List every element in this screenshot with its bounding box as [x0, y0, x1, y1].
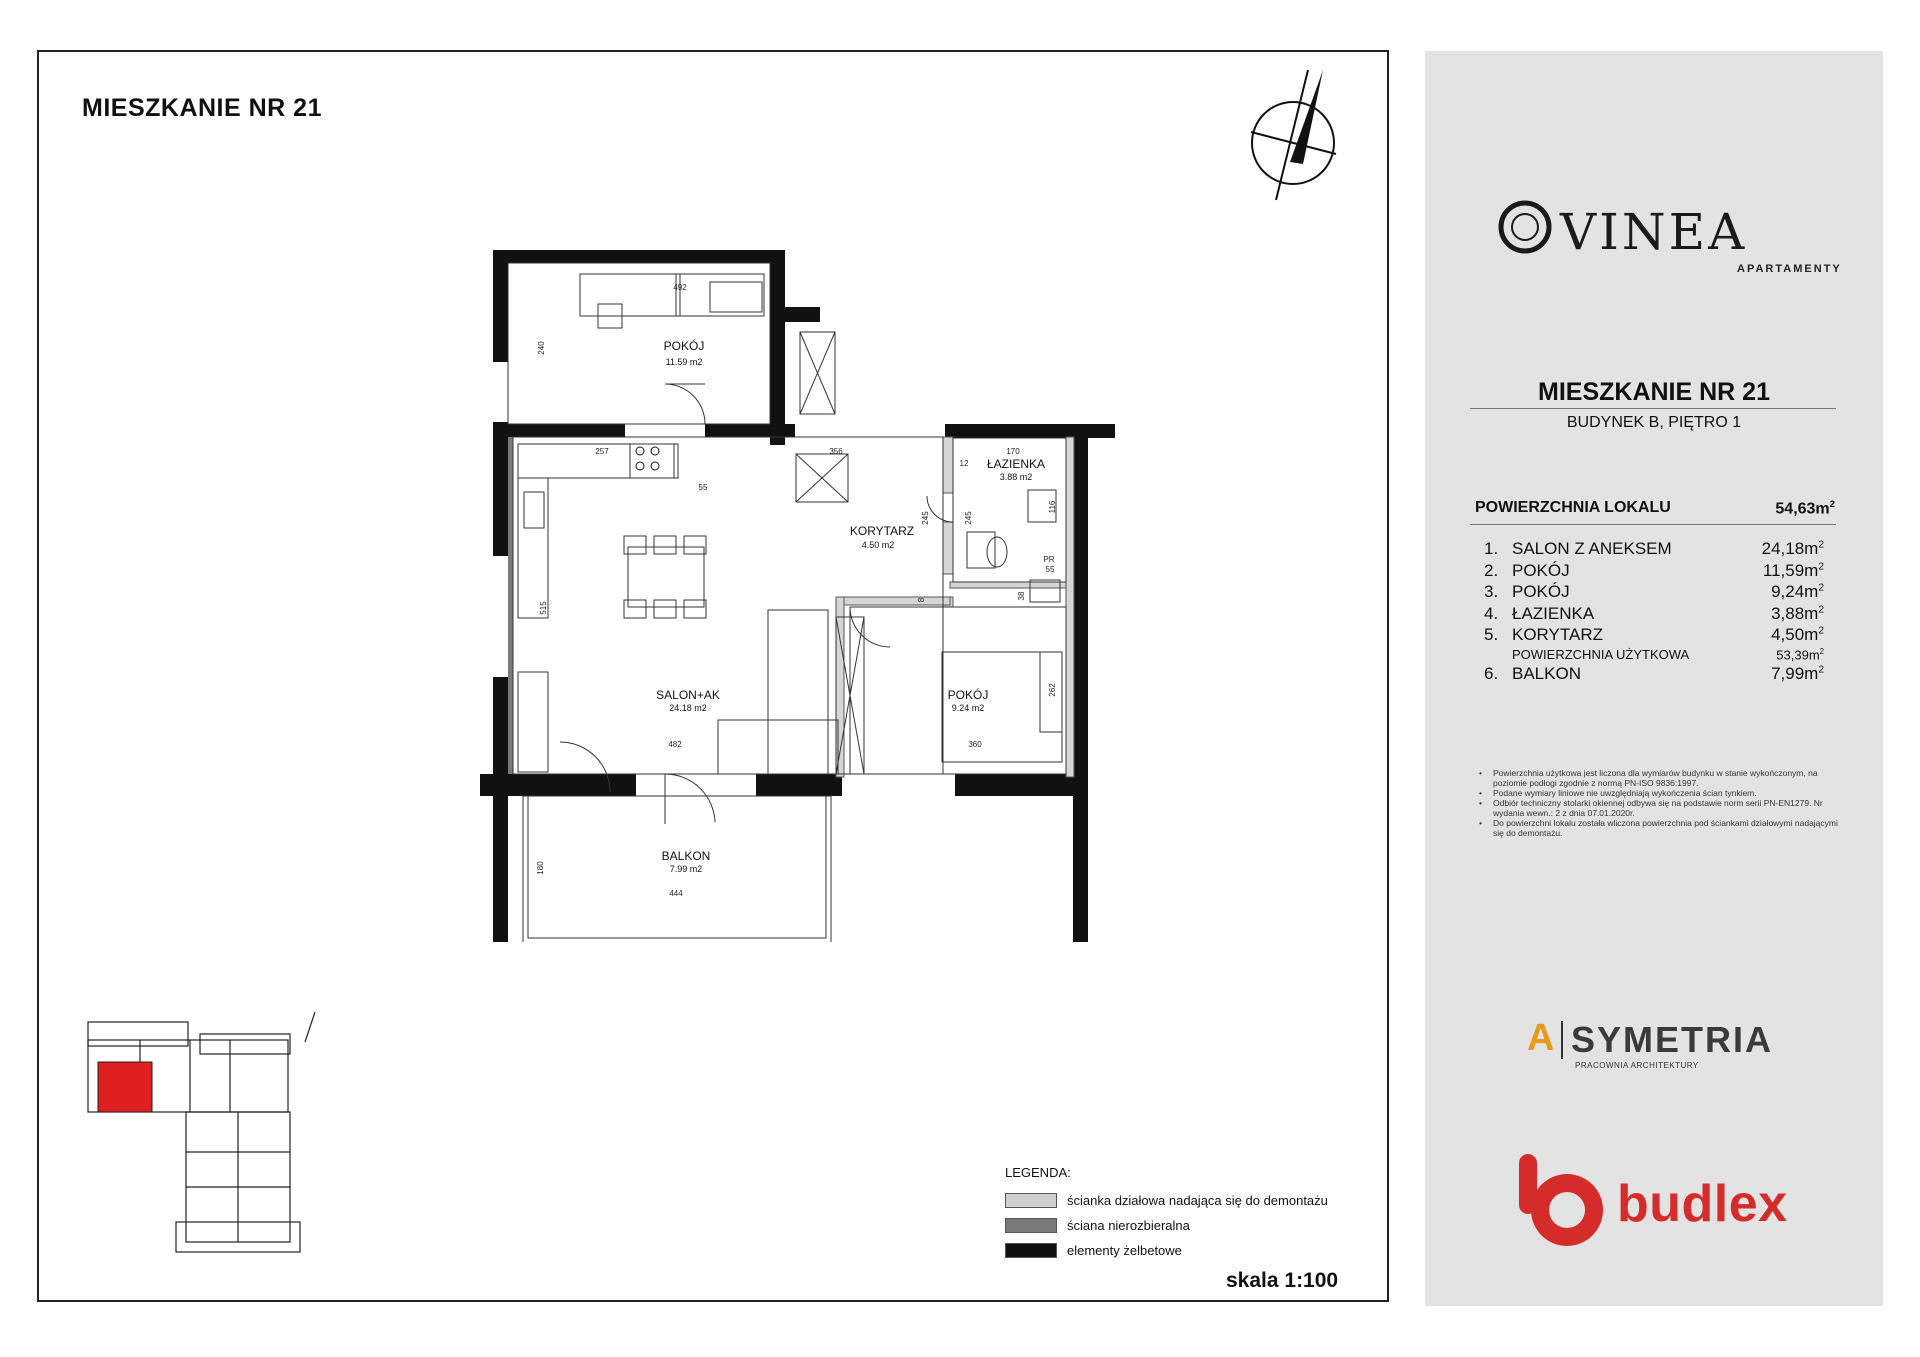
room-row: 4. ŁAZIENKA $3,88m^2$	[1484, 603, 1824, 623]
room-row: 3. POKÓJ $9,24m^2$	[1484, 582, 1824, 601]
room-row: 1. SALON Z ANEKSEM $24,18m^2$	[1484, 539, 1824, 558]
svg-text:170: 170	[1006, 447, 1020, 456]
svg-text:7.99 m2: 7.99 m2	[669, 864, 703, 874]
svg-text:257: 257	[595, 447, 609, 456]
svg-text:11.59 m2: 11.59 m2	[665, 357, 703, 367]
svg-text:8: 8	[917, 597, 926, 603]
scale-label: skala 1:100	[1226, 1269, 1339, 1292]
room-row: 5. KORYTARZ $4,50m^2$	[1484, 625, 1824, 644]
room-label: POKÓJ	[663, 339, 705, 353]
svg-text:PR: PR	[1043, 555, 1055, 564]
floor-plan	[440, 222, 1140, 942]
svg-text:3.88 m2: 3.88 m2	[999, 472, 1033, 482]
svg-text:492: 492	[673, 283, 687, 292]
svg-text:9.24 m2: 9.24 m2	[951, 703, 985, 713]
svg-text:116: 116	[1048, 500, 1057, 514]
budlex-b-icon	[1517, 1154, 1612, 1254]
info-panel: VINEA APARTAMENTY MIESZKANIE NR 21 BUDYNEK B, PIĘTRO 1 POWIERZCHNIA LOKALU $54,63m^2$ 1. SALON Z ANEKSEM $24,18m^2$ 2. POKÓJ $11,59m^2$ 3. POKÓJ $9,24m^2$ 4. ŁAZIENKA $3,88m^2$ 5. KORYTARZ $4,50m^2$ POWIERZCHNIA UŻYTKOWA $53,39m^2$ 6. BALKON $7,99m^2$ • Powierzchnia użytkowa jest liczona dla wymiarów budynku w stanie wykończonym, na poziomie podłogi zgodnie z normą PN-ISO 9836:1997. • Podane wymiary liniowe nie uwzględniają wykończenia ścian tynkiem. • Odbiór techniczny stolarki okiennej odbywa się na podstawie norm serii PN-EN1279. Nr wydania wewn.: 2 z dnia 07.01.2020r. • Do powierzchni lokalu została wliczona powierzchnia pod ściankami działowymi nadającymi się do demontażu. A SYMETRIA PRACOWNIA ARCHITEKTURY budlex	[1425, 51, 1883, 1306]
svg-text:356: 356	[829, 447, 843, 456]
svg-text:515: 515	[539, 601, 548, 615]
room-label: POKÓJ	[947, 688, 989, 702]
legend: LEGENDA: ścianka działowa nadająca się do demontażu ściana nierozbieralna elementy żelbetowe	[1005, 1165, 1328, 1263]
legend-item: ścianka działowa nadająca się do demontażu	[1005, 1188, 1328, 1213]
vinea-logo: VINEA APARTAMENTY	[1497, 199, 1553, 260]
vinea-emblem-icon	[1497, 199, 1553, 255]
north-arrow-icon	[1248, 66, 1338, 201]
svg-text:24.18 m2: 24.18 m2	[669, 703, 707, 713]
svg-text:240: 240	[537, 341, 546, 355]
footnote: • Powierzchnia użytkowa jest liczona dla wymiarów budynku w stanie wykończonym, na poziomie podłogi zgodnie z normą PN-ISO 9836:1997.	[1479, 768, 1818, 788]
room-row: 6. BALKON $7,99m^2$	[1484, 663, 1824, 683]
room-label: SALON+AK	[656, 688, 720, 702]
usable-area-row: POWIERZCHNIA UŻYTKOWA $53,39m^2$	[1512, 646, 1824, 662]
svg-text:4.50 m2: 4.50 m2	[861, 540, 895, 550]
wall	[493, 250, 785, 263]
room-row: 2. POKÓJ $11,59m^2$	[1484, 560, 1824, 580]
site-plan-thumbnail	[80, 1012, 330, 1262]
svg-text:38: 38	[1017, 591, 1026, 601]
room-list	[1484, 539, 1824, 685]
total-area: POWIERZCHNIA LOKALU $54,63m^2$	[1475, 499, 1835, 518]
apartment-panel-title: MIESZKANIE NR 21	[1538, 378, 1770, 406]
room-label: BALKON	[661, 849, 711, 863]
svg-text:55: 55	[1045, 565, 1055, 574]
svg-text:262: 262	[1048, 683, 1057, 697]
svg-text:55: 55	[698, 483, 708, 492]
footnote: • Odbiór techniczny stolarki okiennej odbywa się na podstawie norm serii PN-EN1279. Nr wydania wewn.: 2 z dnia 07.01.2020r.	[1479, 798, 1823, 818]
footnotes	[1477, 768, 1847, 838]
footnote: • Podane wymiary liniowe nie uwzględniają wykończenia ścian tynkiem.	[1479, 788, 1757, 798]
svg-text:444: 444	[669, 889, 683, 898]
legend-item: elementy żelbetowe	[1005, 1238, 1328, 1263]
budlex-logo: budlex	[1517, 1154, 1612, 1259]
apartment-highlight	[98, 1062, 152, 1112]
svg-text:245: 245	[921, 511, 930, 525]
svg-text:245: 245	[964, 511, 973, 525]
apartment-title: MIESZKANIE NR 21	[82, 94, 322, 122]
svg-text:482: 482	[668, 740, 682, 749]
svg-text:360: 360	[968, 740, 982, 749]
room-label: KORYTARZ	[849, 524, 915, 538]
legend-item: ściana nierozbieralna	[1005, 1213, 1328, 1238]
svg-text:12: 12	[959, 459, 969, 468]
svg-text:180: 180	[536, 861, 545, 875]
building-floor: BUDYNEK B, PIĘTRO 1	[1566, 414, 1742, 431]
footnote: • Do powierzchni lokalu została wliczona powierzchnia pod ściankami działowymi nadającymi się do demontażu.	[1479, 818, 1838, 838]
room-label: ŁAZIENKA	[986, 457, 1046, 471]
